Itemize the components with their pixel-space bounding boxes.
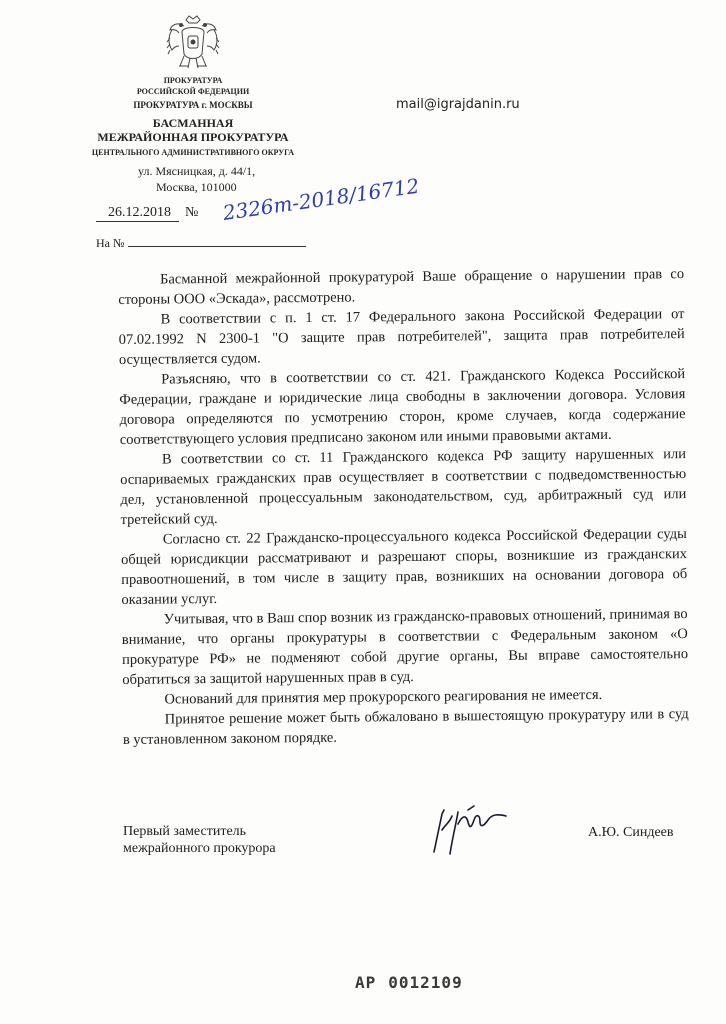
org-name-line-2: РОССИЙСКОЙ ФЕДЕРАЦИИ: [136, 87, 250, 96]
form-number: 0012109: [388, 973, 463, 992]
reference-blank: [128, 236, 306, 247]
org-name-line-3: ПРОКУРАТУРА г. МОСКВЫ: [133, 100, 253, 110]
reference-number-line: [96, 236, 306, 251]
signatory-title-line-2: межрайонного прокурора: [123, 841, 276, 856]
form-series: АР: [355, 973, 377, 992]
outgoing-date-line: [96, 205, 198, 222]
org-name-line-1: ПРОКУРАТУРА: [163, 76, 223, 85]
reference-label: На №: [96, 236, 125, 250]
org-name-line-6: ЦЕНТРАЛЬНОГО АДМИНИСТРАТИВНОГО ОКРУГА: [91, 148, 295, 157]
number-sign: №: [185, 205, 199, 220]
address-line-2: Москва, 101000: [156, 180, 237, 194]
recipient-email: mail@igrajdanin.ru: [396, 97, 520, 112]
body-paragraph: Разъясняю, что в соответствии со ст. 421. Гражданского Кодекса Российской Федерации, граждане и юридические лица свободны в заключении договора. Условия договора определяются по усмотрению сторон, кроме случаев, когда содержание соответствующего условия предписано законом или иными правовыми актами.: [119, 366, 686, 448]
form-serial-number: [355, 973, 463, 992]
outgoing-date: 26.12.2018: [96, 205, 179, 222]
signatory-name: А.Ю. Синдеев: [588, 825, 674, 840]
body-paragraph: Принятое решение может быть обжаловано в вышестоящую прокуратуру или в суд в установленном законом порядке.: [122, 706, 689, 748]
body-paragraph: В соответствии с п. 1 ст. 17 Федерального закона Российской Федерации от 07.02.1992 N 2300-1 "О защите прав потребителей", защита прав потребителей осуществляется судом.: [118, 306, 685, 368]
body-paragraph: В соответствии со ст. 11 Гражданского кодекса РФ защиту нарушенных или оспариваемых гражданских прав осуществляет в соответствии с подведомственностью дел, установленной процессуальным законодательством, суд, арбитражный суд или третейский суд.: [120, 446, 687, 528]
body-paragraph: Басманной межрайонной прокуратурой Ваше обращение о нарушении прав со стороны ООО «Эскада», рассмотрено.: [118, 266, 685, 308]
signatory-title-line-1: Первый заместитель: [123, 824, 247, 839]
org-name-line-5: МЕЖРАЙОННАЯ ПРОКУРАТУРА: [97, 130, 289, 144]
letter-body: [118, 264, 689, 750]
body-paragraph: Согласно ст. 22 Гражданско-процессуального кодекса Российской Федерации суды общей юрисдикции рассматривают и разрешают споры, возникшие из гражданских правоотношений, в том числе в защиту прав, возникших на основании договора об оказании услуг.: [120, 526, 688, 608]
org-name-line-4: БАСМАННАЯ: [152, 116, 234, 130]
handwritten-signature-icon: [428, 802, 518, 857]
handwritten-number-text: 2326т-2018/16712: [221, 173, 421, 225]
handwritten-outgoing-number: [221, 173, 421, 230]
body-paragraph: Оснований для принятия мер прокурорского реагирования не имеется.: [164, 686, 603, 708]
double-headed-eagle-emblem-icon: [162, 12, 224, 74]
body-paragraph: Учитывая, что в Ваш спор возник из гражданско-правовых отношений, принимая во внимание, что органы прокуратуры в соответствии с Федеральным законом «О прокуратуре РФ» не подменяют собой другие органы, Вы вправе самостоятельно обратиться за защитой нарушенных прав в суд.: [121, 606, 689, 688]
signatory-title: [123, 823, 276, 857]
address-line-1: ул. Мясницкая, д. 44/1,: [138, 164, 256, 178]
